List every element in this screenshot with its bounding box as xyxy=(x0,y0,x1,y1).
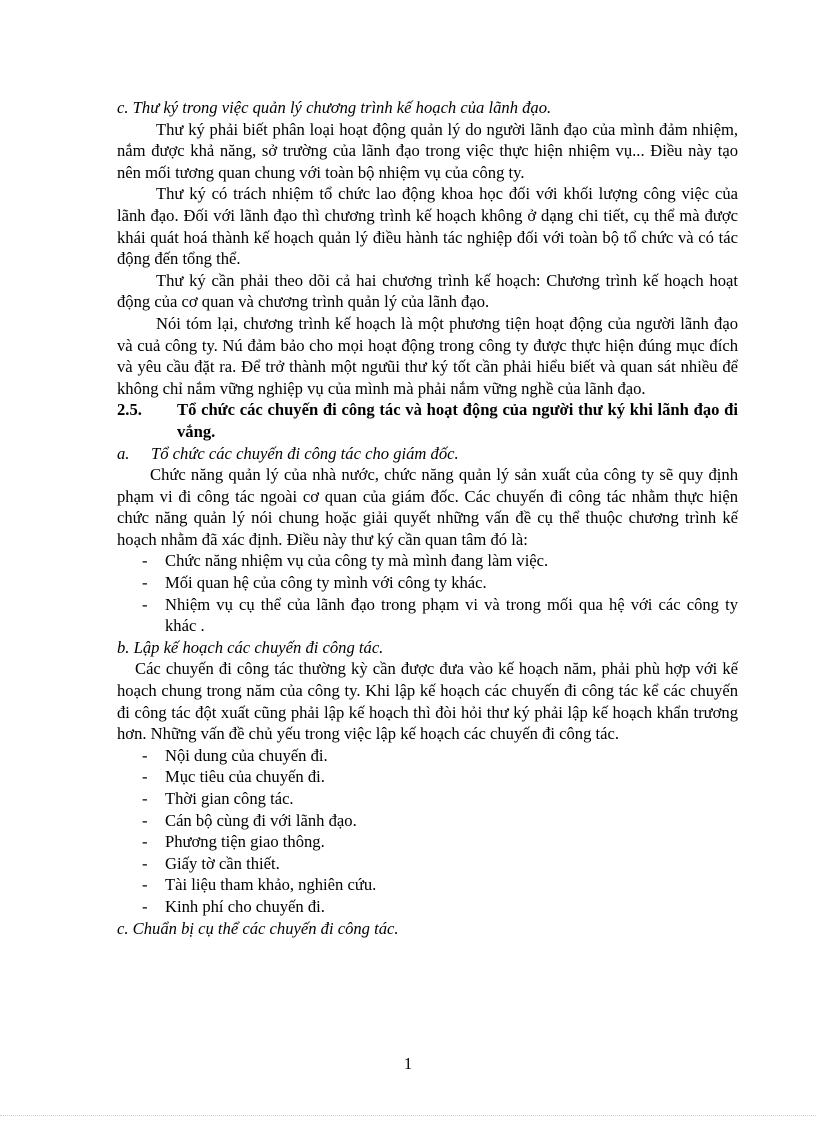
dash-bullet: - xyxy=(142,745,148,765)
dash-bullet: - xyxy=(142,810,148,830)
paragraph: Thư ký phải biết phân loại hoạt động quản lý do người lãnh đạo của mình đảm nhiệm, nắm được khả năng, sở trường của lãnh đạo trong việc thực hiện nhiệm vụ... Điều này tạo nên mối tương quan chung với toàn bộ nhiệm vụ của công ty. xyxy=(117,119,738,182)
subheading-a-label: a. xyxy=(117,443,130,463)
subheading-c-prepare: c. Chuẩn bị cụ thể các chuyến đi công tác. xyxy=(117,918,399,938)
subheading-a-text: Tổ chức các chuyến đi công tác cho giám đốc. xyxy=(151,443,459,463)
list-item: - Cán bộ cùng đi với lãnh đạo. xyxy=(117,810,738,832)
list-item: - Tài liệu tham khảo, nghiên cứu. xyxy=(117,874,738,896)
dash-bullet: - xyxy=(142,594,148,614)
list-item: - Giấy tờ cần thiết. xyxy=(117,853,738,875)
list-item: - Phương tiện giao thông. xyxy=(117,831,738,853)
list-a xyxy=(117,550,738,636)
list-item: - Nhiệm vụ cụ thể của lãnh đạo trong phạm vi và trong mối qua hệ với các công ty khác . xyxy=(117,594,738,637)
page-bottom-divider xyxy=(0,1115,816,1116)
page-number: 1 xyxy=(403,1054,413,1073)
list-item: - Mục tiêu của chuyến đi. xyxy=(117,766,738,788)
list-item: - Mối quan hệ của công ty mình với công ty khác. xyxy=(117,572,738,594)
list-item: - Chức năng nhiệm vụ của công ty mà mình đang làm việc. xyxy=(117,550,738,572)
dash-bullet: - xyxy=(142,551,148,571)
dash-bullet: - xyxy=(142,875,148,895)
section-heading xyxy=(117,399,738,442)
dash-bullet: - xyxy=(142,853,148,873)
paragraph: Thư ký cần phải theo dõi cả hai chương trình kế hoạch: Chương trình kế hoạch hoạt động của cơ quan và chương trình quản lý của lãnh đạo. xyxy=(117,270,738,312)
list-b xyxy=(117,745,738,918)
section-title: Tổ chức các chuyến đi công tác và hoạt động của người thư ký khi lãnh đạo đi vắng. xyxy=(177,400,738,441)
paragraph: Chức năng quản lý của nhà nước, chức năng quản lý sản xuất của công ty sẽ quy định phạm vi đi công tác ngoài cơ quan của giám đốc. Các chuyến đi công tác nhằm thực hiện chức năng quản lý nói chung hoặc giải quyết những vấn đề cụ thể thuộc chương trình kế hoạch nhằm đã xác định. Điều này thư ký cần quan tâm đó là: xyxy=(117,465,738,549)
paragraph: Thư ký có trách nhiệm tổ chức lao động khoa học đối với khối lượng công việc của lãnh đạo. Đối với lãnh đạo thì chương trình kế hoạch không ở dạng chi tiết, cụ thể mà được khái quát hoá thành kế hoạch quản lý điều hành tác nghiệp đối với toàn bộ tổ chức và có tác động đến tổng thể. xyxy=(117,184,738,269)
paragraph: Nói tóm lại, chương trình kế hoạch là một phương tiện hoạt động của người lãnh đạo và cuả công ty. Nú đảm bảo cho mọi hoạt động trong công ty được thực hiện đúng mục đích và yêu cầu đặt ra. Để trở thành một ngưũi thư ký tốt cần phải hiểu biết và quan sát nhiều để không chỉ nắm vững nghiệp vụ của mình mà phải nắm vững nghề của lãnh đạo. xyxy=(117,313,738,398)
paragraph: Các chuyến đi công tác thường kỳ cần được đưa vào kế hoạch năm, phải phù hợp với kế hoạch chung trong năm của công ty. Khi lập kế hoạch các chuyến đi công tác kể các chuyến đi công tác đột xuất cũng phải lập kế hoạch thì đòi hỏi thư ký phải lập kế hoạch khẩn trương hơn. Những vấn đề chủ yếu trong việc lập kế hoạch các chuyến đi công tác. xyxy=(117,659,738,744)
dash-bullet: - xyxy=(142,573,148,593)
page-content xyxy=(117,97,738,939)
dash-bullet: - xyxy=(142,789,148,808)
dash-bullet: - xyxy=(142,832,148,852)
dash-bullet: - xyxy=(142,767,148,787)
subheading-a xyxy=(117,443,738,465)
section-number: 2.5. xyxy=(117,400,142,420)
list-item: - Kinh phí cho chuyến đi. xyxy=(117,896,738,918)
list-item: - Thời gian công tác. xyxy=(117,788,738,810)
dash-bullet: - xyxy=(142,896,148,916)
subheading-b: b. Lập kế hoạch các chuyến đi công tác. xyxy=(117,637,384,657)
list-item: - Nội dung của chuyến đi. xyxy=(117,745,738,767)
subheading-c-secretary-role: c. Thư ký trong việc quản lý chương trình kế hoạch của lãnh đạo. xyxy=(117,98,552,117)
